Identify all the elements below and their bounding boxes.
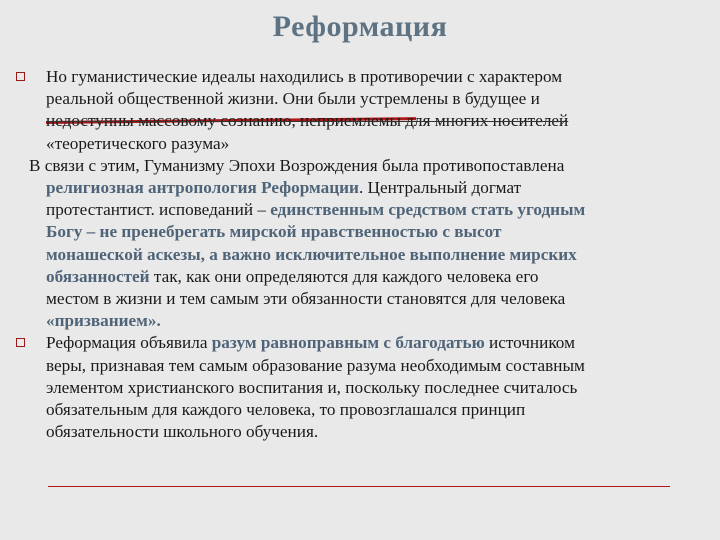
bullet2-highlight-1: разум равноправным с благодатью <box>211 333 485 353</box>
para2-text-4: так, как они определяются для каждого человека его <box>149 266 539 286</box>
para2-highlight-3: Богу – не пренебрегать мирской нравственностью с высот <box>46 222 502 242</box>
bullet2-text-2: источником <box>484 333 575 353</box>
para2-text-1: В связи с этим, Гуманизму Эпохи Возрождения была противопоставлена <box>29 155 565 175</box>
para2-text-3: протестантист. исповеданий – <box>46 200 271 220</box>
square-bullet-icon <box>16 72 25 81</box>
bullet1-line3: недоступны массовому сознанию, неприемлемы для многих носителей <box>46 111 569 131</box>
para2-highlight-2: единственным средством стать угодным <box>270 200 586 220</box>
bullet2-line4: обязательным для каждого человека, то провозглашался принцип <box>46 400 526 420</box>
para2-highlight-4: монашеской аскезы, а важно исключительное выполнение мирских <box>46 244 577 264</box>
para2-highlight-5: обязанностей <box>46 266 150 286</box>
bullet-item-1 <box>22 66 712 155</box>
bullet1-line2: реальной общественной жизни. Они были устремлены в будущее и <box>46 89 540 109</box>
bullet2-line2: веры, признавая тем самым образование разума необходимым составным <box>46 355 585 375</box>
para2-text-5: местом в жизни и тем самым эти обязанности становятся для человека <box>46 289 566 309</box>
bullet2-text-1: Реформация объявила <box>46 333 212 353</box>
para2-text-6: . <box>156 311 161 331</box>
slide-body <box>22 66 712 443</box>
bullet2-line3: элементом христианского воспитания и, поскольку последнее считалось <box>46 377 578 397</box>
square-bullet-icon <box>16 338 25 347</box>
para2-text-2: . Центральный догмат <box>358 178 522 198</box>
bottom-divider <box>48 486 670 487</box>
para2-highlight-6: «призванием» <box>46 311 157 331</box>
bullet1-line4: «теоретического разума» <box>46 133 230 153</box>
bullet1-line1: Но гуманистические идеалы находились в противоречии с характером <box>46 67 563 86</box>
bullet2-line5: обязательности школьного обучения. <box>46 422 319 442</box>
paragraph-2 <box>22 155 712 333</box>
slide-title: Реформация <box>272 10 448 43</box>
bullet-item-2 <box>22 332 712 443</box>
para2-highlight-1: религиозная антропология Реформации <box>46 178 359 198</box>
